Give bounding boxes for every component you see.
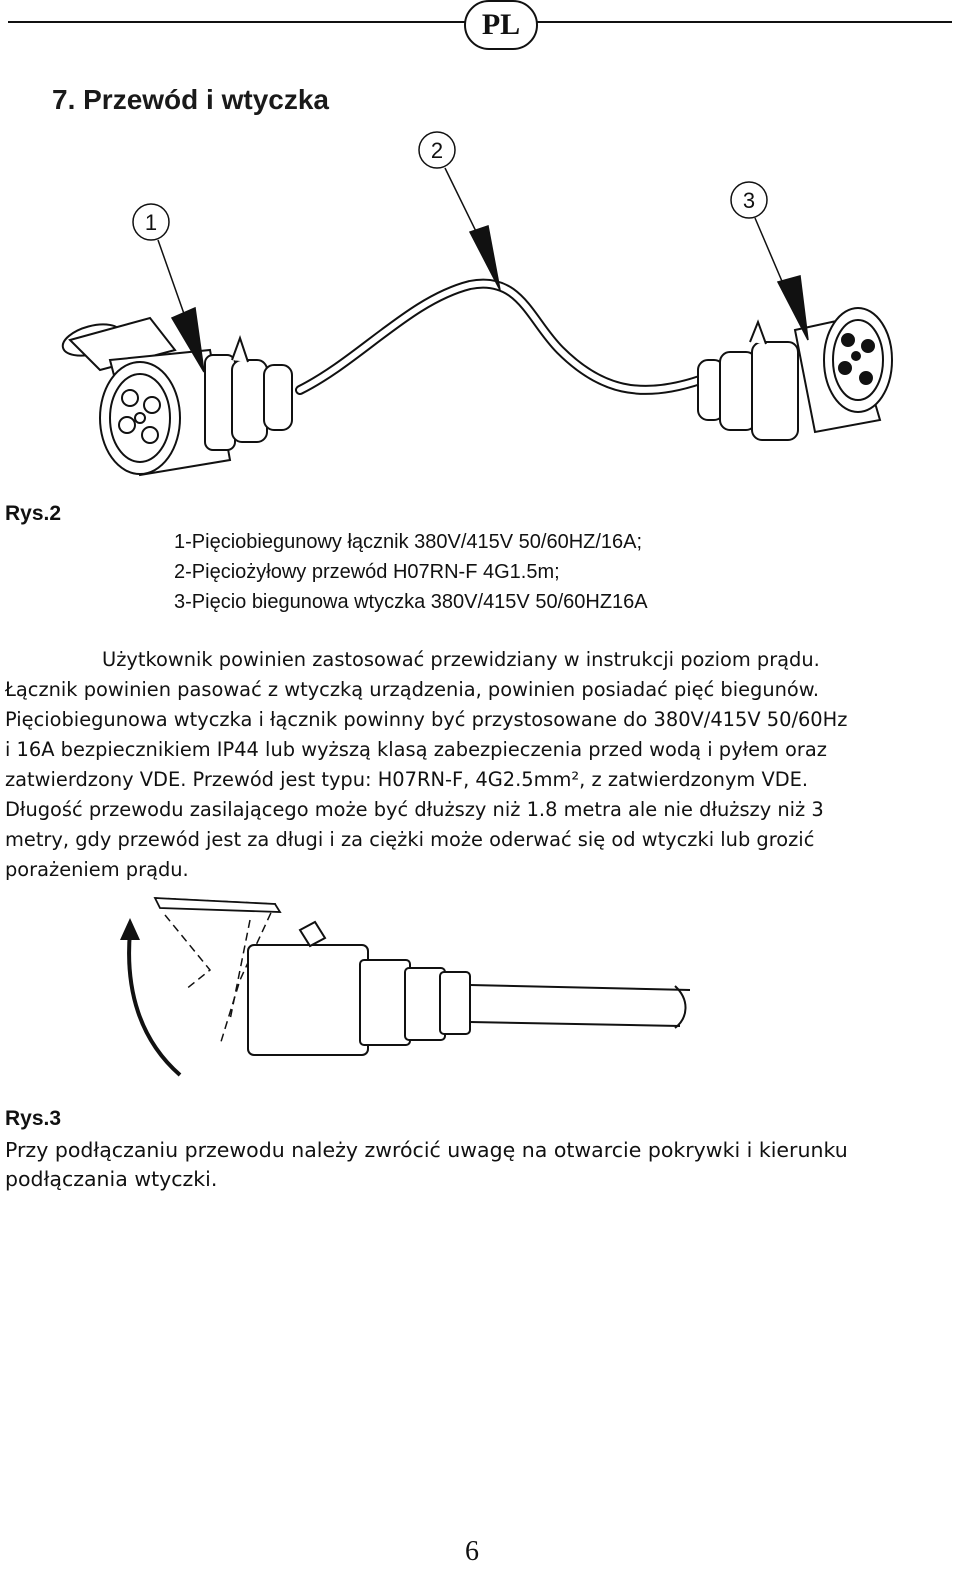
body-line: Użytkownik powinien zastosować przewidziany w instrukcji poziom prądu. <box>102 648 820 671</box>
cable-drawing <box>300 284 700 390</box>
plug-drawing <box>698 308 892 440</box>
socket-drawing <box>59 318 292 475</box>
figure-2-caption: Rys.2 <box>5 502 62 525</box>
body-line: porażeniem prądu. <box>5 858 189 881</box>
legend-item-1: 1-Pięciobiegunowy łącznik 380V/415V 50/60HZ/16A; <box>174 531 643 553</box>
callout-2-label: 2 <box>430 138 444 163</box>
body-line: metry, gdy przewód jest za długi i za ciężki może oderwać się od wtyczki lub grozić <box>5 828 815 851</box>
callout-1-label: 1 <box>144 210 158 235</box>
section-title: 7. Przewód i wtyczka <box>52 84 329 115</box>
figure-3-caption: Rys.3 <box>5 1107 62 1130</box>
body-line: zatwierdzony VDE. Przewód jest typu: H07RN-F, 4G2.5mm², z zatwierdzonym VDE. <box>5 768 809 791</box>
figure-3-illustration <box>100 890 700 1090</box>
note-line-1: Przy podłączaniu przewodu należy zwrócić uwagę na otwarcie pokrywki i kierunku <box>5 1138 848 1162</box>
language-badge: PL <box>464 0 538 50</box>
figure-2-illustration <box>0 120 960 500</box>
legend-item-3: 3-Pięcio biegunowa wtyczka 380V/415V 50/60HZ16A <box>174 591 648 613</box>
legend-item-2: 2-Pięciożyłowy przewód H07RN-F 4G1.5m; <box>174 561 560 583</box>
callout-3-label: 3 <box>742 188 756 213</box>
body-line: Łącznik powinien pasować z wtyczką urządzenia, powinien posiadać pięć biegunów. <box>5 678 820 701</box>
figure-3-note <box>5 1136 945 1194</box>
body-line: Długość przewodu zasilającego może być dłuższy niż 1.8 metra ale nie dłuższy niż 3 <box>5 798 824 821</box>
page-number: 6 <box>465 1536 479 1567</box>
body-line: i 16A bezpiecznikiem IP44 lub wyższą klasą zabezpieczenia przed wodą i pyłem oraz <box>5 738 827 761</box>
rotation-arrow-icon <box>129 932 180 1075</box>
body-paragraph <box>5 645 955 885</box>
note-line-2: podłączania wtyczki. <box>5 1167 218 1191</box>
body-line: Pięciobiegunowa wtyczka i łącznik powinny być przystosowane do 380V/415V 50/60Hz <box>5 708 848 731</box>
